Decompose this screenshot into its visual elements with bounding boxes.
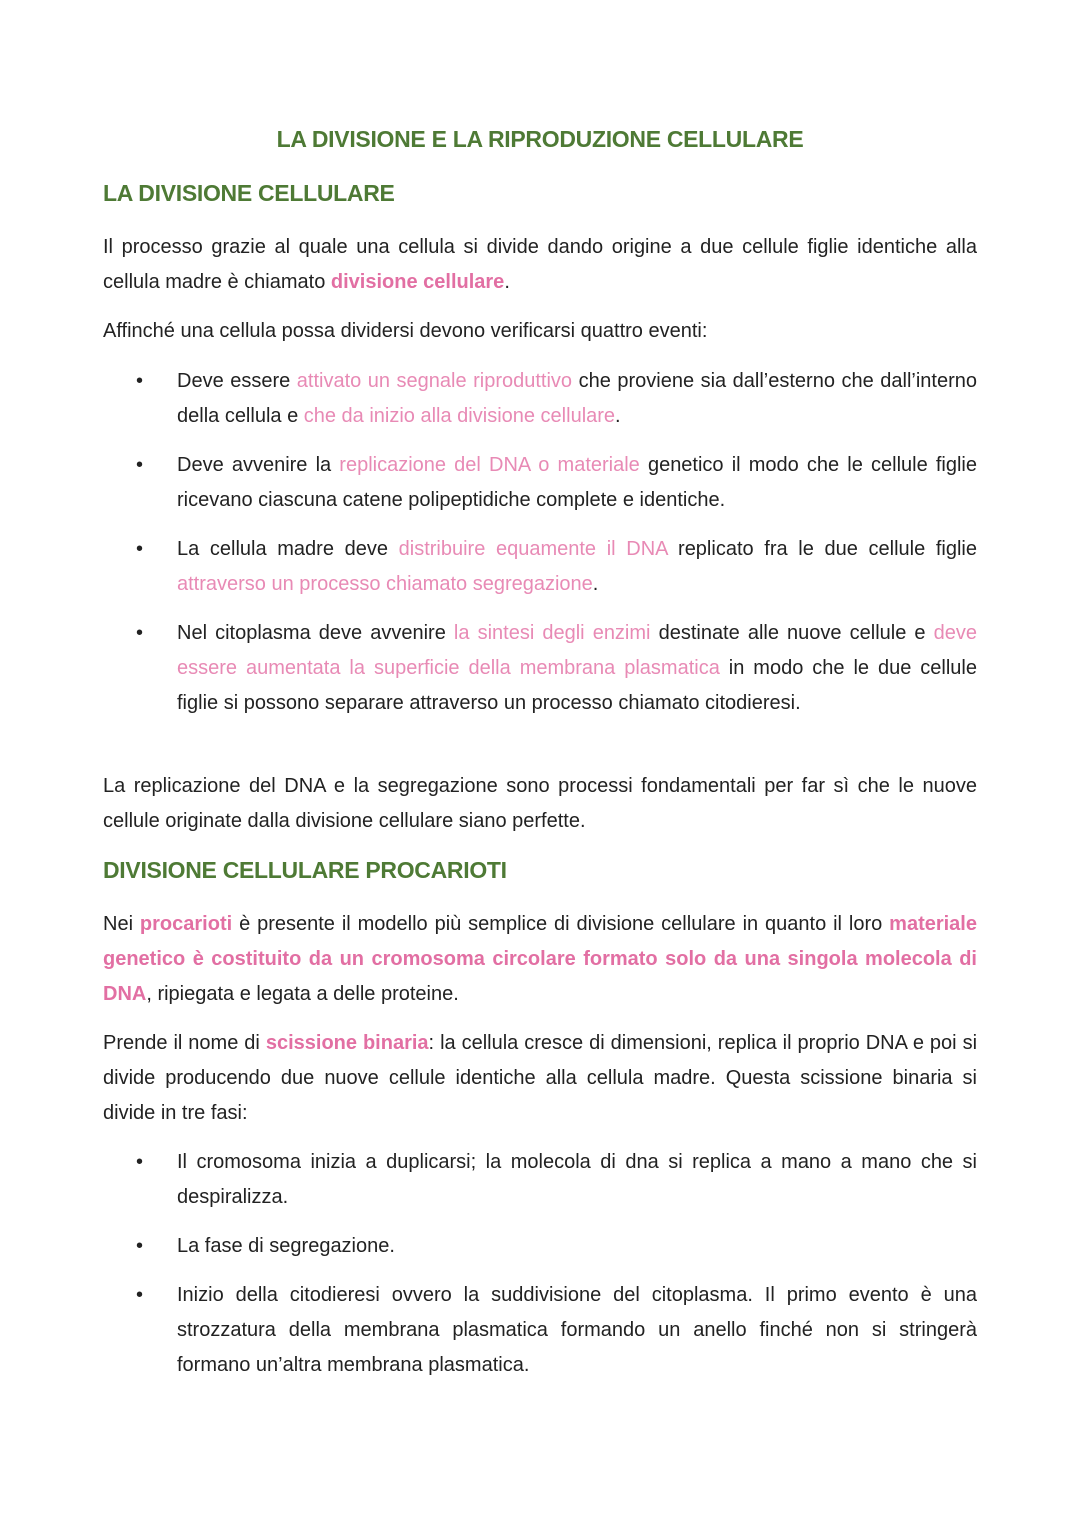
list-item-text: La cellula madre deve distribuire equamente il DNA replicato fra le due cellule figlie attraverso un processo chiamato segregazione.: [177, 538, 977, 595]
text-run: .: [504, 271, 510, 293]
bullet-icon: •: [136, 1235, 144, 1257]
bullet-icon: •: [136, 370, 144, 392]
list-item: [0, 1278, 1080, 1383]
list-item: [0, 448, 1080, 518]
section-heading-divisione-cellulare: LA DIVISIONE CELLULARE: [103, 180, 395, 206]
highlight-text: distribuire equamente il DNA: [398, 538, 668, 560]
list-item: [0, 364, 1080, 434]
list-item-text: La fase di segregazione.: [177, 1235, 395, 1257]
highlight-text: attivato un segnale riproduttivo: [296, 370, 573, 392]
highlight-procarioti: procarioti: [139, 913, 233, 935]
section-heading-procarioti: DIVISIONE CELLULARE PROCARIOTI: [103, 857, 507, 883]
list-item: [0, 616, 1080, 721]
closing-paragraph: La replicazione del DNA e la segregazione sono processi fondamentali per far sì che le nuove cellule originate dalla divisione cellulare siano perfette.: [103, 775, 977, 832]
highlight-scissione-binaria: scissione binaria: [265, 1032, 429, 1054]
procarioti-paragraph: Nei procarioti è presente il modello più semplice di divisione cellulare in quanto il loro materiale genetico è costituito da un cromosoma circolare formato solo da una singola molecola di DNA, ripiegata e legata a delle proteine.: [103, 913, 977, 1005]
list-item: [0, 1229, 1080, 1264]
highlight-text: la sintesi degli enzimi: [453, 622, 651, 644]
bullet-icon: •: [136, 1151, 144, 1173]
text-run: Il processo grazie al quale una cellula si divide dando origine a due cellule figlie identiche alla cellula madre è chiamato: [103, 236, 977, 293]
events-lead-paragraph: Affinché una cellula possa dividersi devono verificarsi quattro eventi:: [103, 320, 708, 342]
scissione-binaria-paragraph: Prende il nome di scissione binaria: la cellula cresce di dimensioni, replica il proprio DNA e poi si divide producendo due nuove cellule identiche alla cellula madre. Questa scissione binaria si divide in tre fasi:: [103, 1032, 978, 1124]
highlight-materiale-genetico: materiale genetico è costituito da un cromosoma circolare formato solo da una singola molecola di DNA: [103, 913, 977, 1005]
highlight-text: deve essere aumentata la superficie della membrana plasmatica: [177, 622, 977, 679]
bullet-icon: •: [136, 538, 144, 560]
bullet-icon: •: [136, 1284, 144, 1306]
events-list: [0, 364, 1080, 721]
bullet-icon: •: [136, 622, 144, 644]
page-title: LA DIVISIONE E LA RIPRODUZIONE CELLULARE: [276, 126, 804, 152]
highlight-divisione-cellulare: divisione cellulare: [330, 271, 505, 293]
bullet-icon: •: [136, 454, 144, 476]
list-item-text: Deve essere attivato un segnale riproduttivo che proviene sia dall’esterno che dall’interno della cellula e che da inizio alla divisione cellulare.: [177, 370, 977, 427]
list-item: [0, 1145, 1080, 1215]
phases-list: [0, 1145, 1080, 1383]
highlight-text: attraverso un processo chiamato segregazione: [177, 573, 593, 595]
list-item-text: Inizio della citodieresi ovvero la suddivisione del citoplasma. Il primo evento è una strozzatura della membrana plasmatica formando un anello finché non si stringerà formano un’altra membrana plasmatica.: [177, 1284, 977, 1376]
list-item-text: Deve avvenire la replicazione del DNA o materiale genetico il modo che le cellule figlie ricevano ciascuna catene polipeptidiche complete e identiche.: [177, 454, 977, 511]
intro-paragraph: [103, 230, 977, 300]
highlight-text: che da inizio alla divisione cellulare: [303, 405, 616, 427]
list-item-text: Il cromosoma inizia a duplicarsi; la molecola di dna si replica a mano a mano che si despiralizza.: [177, 1151, 977, 1208]
list-item: [0, 532, 1080, 602]
highlight-text: replicazione del DNA o materiale: [339, 454, 640, 476]
list-item-text: Nel citoplasma deve avvenire la sintesi degli enzimi destinate alle nuove cellule e deve essere aumentata la superficie della membrana plasmatica in modo che le due cellule figlie si possono separare attraverso un processo chiamato citodieresi.: [177, 622, 977, 714]
